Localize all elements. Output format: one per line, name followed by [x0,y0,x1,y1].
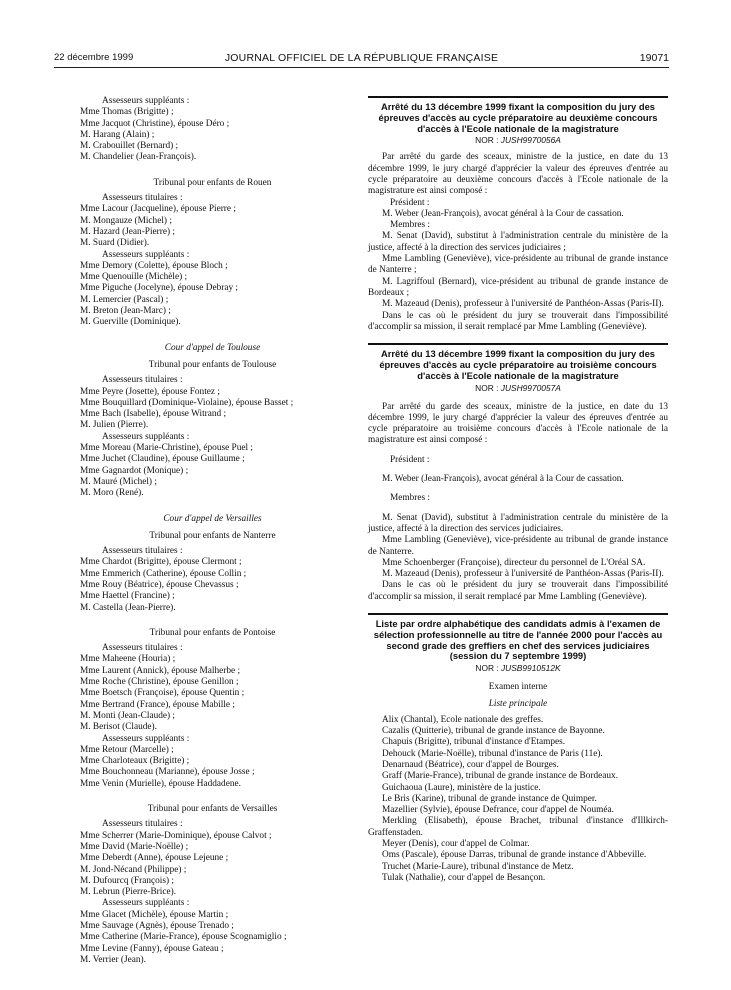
list-item: Mme Juchet (Claudine), épouse Guillaume ; [80,454,245,465]
list-heading: Assesseurs titulaires : [102,546,183,557]
section-title-pontoise: Tribunal pour enfants de Pontoise [149,627,276,638]
page-header [54,52,669,68]
section-title-toulouse: Tribunal pour enfants de Toulouse [148,359,277,370]
list-item: Mme Bouquillard (Dominique-Violaine), épouse Basset ; [80,397,294,408]
list-item: Mme Retour (Marcelle) ; [80,744,174,755]
candidate-item: Denarnaud (Béatrice), cour d'appel de Bourges. [382,759,559,770]
court-title-toulouse: Cour d'appel de Toulouse [164,342,261,353]
section-title-nanterre: Tribunal pour enfants de Nanterre [149,530,276,541]
arrete-2-president: M. Weber (Jean-François), avocat général à la Cour de cassation. [382,474,624,485]
arrete-1-member: M. Senat (David), substitut à l'administration centrale du ministère de la justice, affecté à la direction des services judiciaires ; [368,231,668,253]
list-item: M. Castella (Jean-Pierre). [80,602,176,613]
list-item: Mme Chardot (Brigitte), épouse Clermont ; [80,557,242,568]
list-item: Mme Scherrer (Marie-Dominique), épouse Calvot ; [80,830,272,841]
liste-nor [368,662,668,674]
arrete-1-president: M. Weber (Jean-François), avocat général à la Cour de cassation. [382,208,624,219]
list-heading: Assesseurs titulaires : [102,643,183,654]
list-item: Mme Quenouille (Michèle) ; [80,272,188,283]
arrete-2-member: Mme Lambling (Geneviève), vice-présidente au tribunal de grande instance de Nanterre. [368,535,668,557]
arrete-2-member: M. Senat (David), substitut à l'administration centrale du ministère de la justice, affecté à la direction des services judiciaires. [368,512,668,534]
list-item: Mme Deberdt (Anne), épouse Lejeune ; [80,853,229,864]
candidate-item: Mazellier (Sylvie), épouse Defrance, cour d'appel de Nouméa. [382,805,614,816]
arrete-1-president-label: Président : [390,197,430,208]
list-item: Mme Maheene (Houria) ; [80,654,176,665]
list-item: M. Mongauze (Michel) ; [80,215,172,226]
arrete-2-nor [368,382,668,394]
header-date: 22 décembre 1999 [54,52,134,63]
section-title-versailles: Tribunal pour enfants de Versailles [147,804,278,815]
candidate-item: Oms (Pascale), épouse Darras, tribunal de grande instance d'Abbeville. [382,850,647,861]
list-item: Mme Emmerich (Catherine), épouse Collin ; [80,568,247,579]
nor-code: JUSB9910512K [500,663,561,674]
list-heading: Assesseurs suppléants : [102,249,190,260]
nor-code: JUSH9970056A [500,135,561,146]
nor-label: NOR : [475,382,499,393]
list-item: Mme Bertrand (France), épouse Mabille ; [80,699,235,710]
candidate-item: Graff (Marie-France), tribunal de grande instance de Bordeaux. [382,771,619,782]
candidate-item: Cazalis (Quitterie), tribunal de grande instance de Bayonne. [382,726,605,737]
section-rule [368,96,668,98]
header-page-number: 19071 [639,52,669,64]
list-item: M. Mauré (Michel) ; [80,476,157,487]
candidate-item: Merkling (Elisabeth), épouse Brachet, tribunal d'instance d'Illkirch-Graffenstaden. [368,816,668,838]
arrete-1-member: M. Lagriffoul (Bernard), vice-président au tribunal de grande instance de Bordeaux ; [368,276,668,298]
list-heading: Assesseurs titulaires : [102,193,183,204]
list-item: Mme Haettel (Francine) ; [80,591,175,602]
list-item: Mme Moreau (Marie-Christine), épouse Puel ; [80,443,253,454]
list-item: M. Chandelier (Jean-François). [80,152,197,163]
list-item: Mme Charloteaux (Brigitte) ; [80,756,190,767]
list-item: M. Lemercier (Pascal) ; [80,294,169,305]
list-item: Mme Jacquot (Christine), épouse Déro ; [80,118,230,129]
list-item: M. Moro (René). [80,488,144,499]
header-journal-title: JOURNAL OFFICIEL DE LA RÉPUBLIQUE FRANÇAISE [224,52,499,64]
list-item: M. Guerville (Dominique). [80,317,181,328]
candidate-item: Alix (Chantal), Ecole nationale des greffes. [382,714,544,725]
list-heading: Assesseurs titulaires : [102,375,183,386]
list-item: Mme David (Marie-Noëlle) ; [80,841,189,852]
list-item: Mme Sauvage (Agnès), épouse Trenado ; [80,921,234,931]
list-item: Mme Boetsch (Françoise), épouse Quentin ; [80,688,245,699]
list-item: Mme Gagnardot (Monique) ; [80,465,189,476]
list-item: Mme Roche (Christine), épouse Genillon ; [80,677,239,688]
header-rule [54,67,669,68]
arrete-1-title: Arrêté du 13 décembre 1999 fixant la composition du jury des épreuves d'accès au cycle préparatoire au deuxième concours d'accès à l'Ecole nationale de la magistrature [378,101,658,134]
list-item: Mme Levine (Fanny), épouse Gateau ; [80,943,224,954]
section-rule [368,613,668,615]
section-title-rouen: Tribunal pour enfants de Rouen [153,177,272,188]
right-column [368,96,668,884]
list-item: M. Harang (Alain) ; [80,129,155,140]
nor-label: NOR : [475,663,499,674]
list-item: Mme Catherine (Marie-France), épouse Scognamiglio ; [80,932,287,943]
arrete-2-members-label: Membres : [390,493,431,504]
list-item: Mme Thomas (Brigitte) ; [80,107,174,118]
section-rule [368,343,668,345]
list-item: Mme Rouy (Béatrice), épouse Chevassus ; [80,579,239,590]
candidate-item: Truchet (Marie-Laure), tribunal d'instance de Metz. [382,861,574,872]
nor-label: NOR : [475,135,499,146]
candidate-item: Dehouck (Marie-Noëlle), tribunal d'instance de Paris (11e). [382,748,603,759]
left-column [80,96,345,966]
arrete-2-president-label: Président : [390,454,430,465]
arrete-2-member: Mme Schoenberger (Françoise), directeur du personnel de L'Oréal SA. [382,557,646,568]
candidate-item: Guichaoua (Laure), ministère de la justice. [382,782,541,793]
list-item: M. Crabouillet (Bernard) ; [80,141,179,152]
arrete-1-nor [368,134,668,146]
exam-subtitle: Examen interne [488,682,548,693]
list-item: Mme Peyre (Josette), épouse Fontez ; [80,386,220,397]
list-item: M. Verrier (Jean). [80,954,146,965]
candidate-item: Meyer (Denis), cour d'appel de Colmar. [382,839,530,850]
candidate-item: Chapuis (Brigitte), tribunal d'instance d'Etampes. [382,737,566,748]
list-item: Mme Piguche (Jocelyne), épouse Debray ; [80,283,238,294]
list-item: M. Hazard (Jean-Pierre) ; [80,226,175,237]
court-title-versailles: Cour d'appel de Versailles [163,513,262,524]
list-item: Mme Bouchonneau (Marianne), épouse Josse ; [80,767,255,778]
list-item: M. Berisot (Claude). [80,722,157,733]
list-heading: Assesseurs suppléants : [102,431,190,442]
candidate-item: Le Bris (Karine), tribunal de grande instance de Quimper. [382,793,597,804]
list-item: M. Lebrun (Pierre-Brice). [80,887,177,898]
liste-title: Liste par ordre alphabétique des candidats admis à l'examen de sélection professionnelle au titre de l'année 2000 pour l'accès au second grade des greffiers en chef des services judiciaires (session du 7 septembre 1999) [373,617,663,662]
arrete-2-closing: Dans le cas où le président du jury se trouverait dans l'impossibilité d'accomplir sa mission, il serait remplacé par Mme Lambling (Geneviève). [368,580,668,602]
list-item: Mme Lacour (Jacqueline), épouse Pierre ; [80,204,236,215]
arrete-1-member: M. Mazeaud (Denis), professeur à l'université de Panthéon-Assas (Paris-II). [382,299,664,310]
nor-code: JUSH9970057A [500,382,561,393]
list-item: M. Dufourcq (François) ; [80,875,174,886]
list-item: M. Breton (Jean-Marc) ; [80,306,171,317]
list-item: Mme Bach (Isabelle), épouse Witrand ; [80,409,227,420]
list-item: M. Julien (Pierre). [80,420,149,431]
list-item: M. Monti (Jean-Claude) ; [80,710,176,721]
arrete-1-members-label: Membres : [390,220,431,231]
arrete-1-intro: Par arrêté du garde des sceaux, ministre de la justice, en date du 13 décembre 1999, le jury chargé d'apprécier la valeur des épreuves d'entrée au cycle préparatoire au deuxième concours d'accès à l'Ecole nationale de la magistrature est ainsi composé : [368,152,668,197]
liste-principale-label: Liste principale [488,699,548,710]
list-heading: Assesseurs titulaires : [102,819,183,830]
list-heading: Assesseurs suppléants : [102,96,190,106]
candidate-item: Tulak (Nathalie), cour d'appel de Besançon. [382,872,546,883]
list-item: Mme Glacet (Michèle), épouse Martin ; [80,909,229,920]
arrete-2-member: M. Mazeaud (Denis), professeur à l'université de Panthéon-Assas (Paris-II). [382,569,664,580]
list-item: M. Jond-Nécand (Philippe) ; [80,864,187,875]
list-heading: Assesseurs suppléants : [102,898,190,909]
list-item: M. Suard (Didier). [80,238,150,249]
list-item: Mme Laurent (Annick), épouse Malherbe ; [80,665,241,676]
list-item: Mme Demory (Colette), épouse Bloch ; [80,260,228,271]
arrete-1-member: Mme Lambling (Geneviève), vice-présidente au tribunal de grande instance de Nanterre ; [368,254,668,276]
list-heading: Assesseurs suppléants : [102,733,190,744]
arrete-2-intro: Par arrêté du garde des sceaux, ministre de la justice, en date du 13 décembre 1999, le jury chargé d'apprécier la valeur des épreuves d'entrée au cycle préparatoire au troisième concours d'accès à l'Ecole nationale de la magistrature est ainsi composé : [368,401,668,446]
arrete-1-closing: Dans le cas où le président du jury se trouverait dans l'impossibilité d'accomplir sa mission, il serait remplacé par Mme Lambling (Geneviève). [368,310,668,332]
arrete-2-title: Arrêté du 13 décembre 1999 fixant la composition du jury des épreuves d'accès au cycle préparatoire au troisième concours d'accès à l'Ecole nationale de la magistrature [379,348,657,381]
list-item: Mme Venin (Murielle), épouse Haddadene. [80,778,241,789]
